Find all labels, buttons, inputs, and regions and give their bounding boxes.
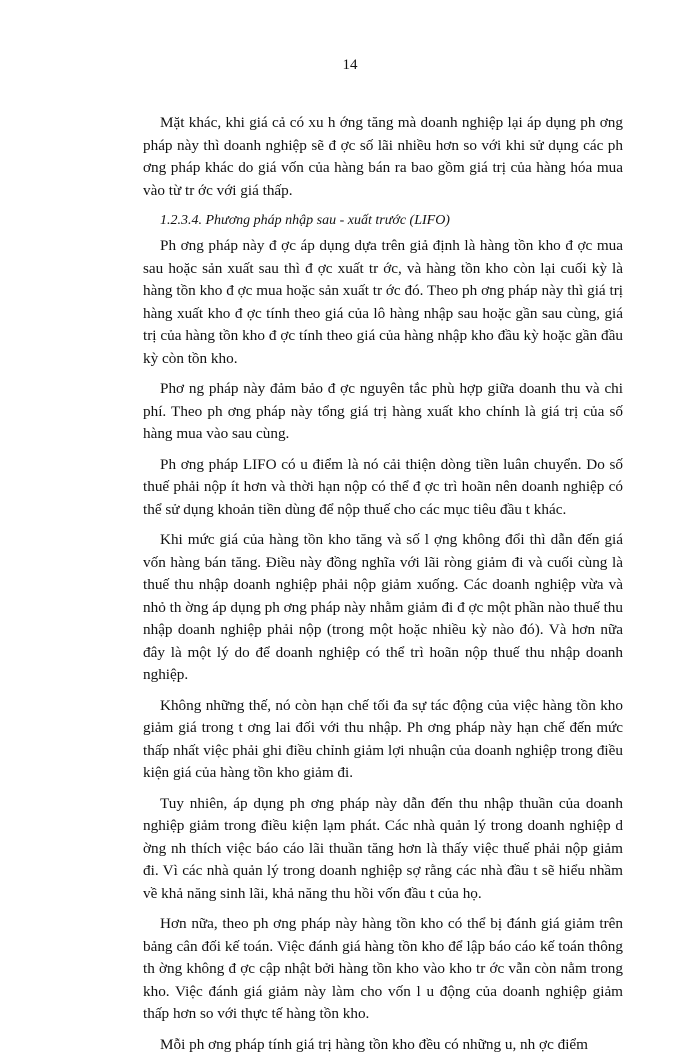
paragraph: Hơn nữa, theo ph ơng pháp này hàng tồn kho có thể bị đánh giá giảm trên bảng cân đối kế toán. Việc đánh giá hàng tồn kho để lập báo cáo kế toán thông th ờng không đ ợc cập nhật bởi hàng tồn kho vào kho tr ớc vẫn còn nằm trong kho. Việc đánh giá giảm này làm cho vốn l u động của doanh nghiệp giảm thấp hơn so với thực tế hàng tồn kho. — [143, 915, 623, 1022]
paragraph: Khi mức giá của hàng tồn kho tăng và số l ợng không đổi thì dẫn đến giá vốn hàng bán tăng. Điều này đồng nghĩa với lãi ròng giảm đi và cuối cùng là thuế thu nhập doanh nghiệp phải nộp giảm xuống. Các doanh nghiệp vừa và nhỏ th ờng áp dụng ph ơng pháp này nhằm giảm đi đ ợc một phần nào thuế thu nhập doanh nghiệp phải nộp (trong một hoặc nhiều kỳ nào đó). Và hơn nữa đây là một lý do để doanh nghiệp có thể trì hoãn nộp thuế thu nhập doanh nghiệp. — [143, 531, 623, 683]
paragraph: Ph ơng pháp LIFO có u điểm là nó cải thiện dòng tiền luân chuyển. Do số thuế phải nộp ít hơn và thời hạn nộp có thể đ ợc trì hoãn nên doanh nghiệp có thể sử dụng khoản tiền dùng để nộp thuế cho các mục tiêu đầu t khác. — [143, 455, 623, 518]
body-text — [143, 112, 623, 1064]
paragraph: Mặt khác, khi giá cả có xu h ớng tăng mà doanh nghiệp lại áp dụng ph ơng pháp này thì doanh nghiệp sẽ đ ợc số lãi nhiều hơn so với khi sử dụng các ph ơng pháp khác do giá vốn của hàng bán ra bao gồm giá trị của hàng hóa mua vào từ tr ớc với giá thấp. — [143, 114, 623, 199]
paragraph: Mỗi ph ơng pháp tính giá trị hàng tồn kho đều có những u, nh ợc điểm — [160, 1035, 588, 1053]
paragraph: Không những thế, nó còn hạn chế tối đa sự tác động của việc hàng tồn kho giảm giá trong t ơng lai đối với thu nhập. Ph ơng pháp này hạn chế đến mức thấp nhất việc phải ghi điều chỉnh giảm lợi nhuận của doanh nghiệp trong điều kiện giá của hàng tồn kho giảm đi. — [143, 696, 623, 781]
section-heading: 1.2.3.4. Phương pháp nhập sau - xuất trước (LIFO) — [160, 213, 450, 228]
page-number: 14 — [342, 57, 358, 73]
paragraph: Ph ơng pháp này đ ợc áp dụng dựa trên giả định là hàng tồn kho đ ợc mua sau hoặc sản xuất sau thì đ ợc xuất tr ớc, và hàng tồn kho còn lại cuối kỳ là hàng tồn kho đ ợc mua hoặc sản xuất tr ớc đó. Theo ph ơng pháp này thì giá trị hàng xuất kho đ ợc tính theo giá của lô hàng nhập sau hoặc gần sau cùng, giá trị của hàng tồn kho đ ợc tính theo giá của hàng nhập kho đầu kỳ hoặc gần đầu kỳ còn tồn kho. — [143, 237, 623, 367]
paragraph: Phơ ng pháp này đảm bảo đ ợc nguyên tắc phù hợp giữa doanh thu và chi phí. Theo ph ơng pháp này tổng giá trị hàng xuất kho chính là giá trị của số hàng mua vào sau cùng. — [143, 380, 623, 442]
paragraph: Tuy nhiên, áp dụng ph ơng pháp này dẫn đến thu nhập thuần của doanh nghiệp giảm trong điều kiện lạm phát. Các nhà quản lý trong doanh nghiệp d ờng nh thích việc báo cáo lãi thuần tăng hơn là thấy việc thuế phải nộp giảm đi. Vì các nhà quản lý trong doanh nghiệp sợ rằng các nhà đầu t sẽ hiểu nhầm về khả năng sinh lãi, khả năng thu hồi vốn đầu t của họ. — [143, 794, 623, 902]
